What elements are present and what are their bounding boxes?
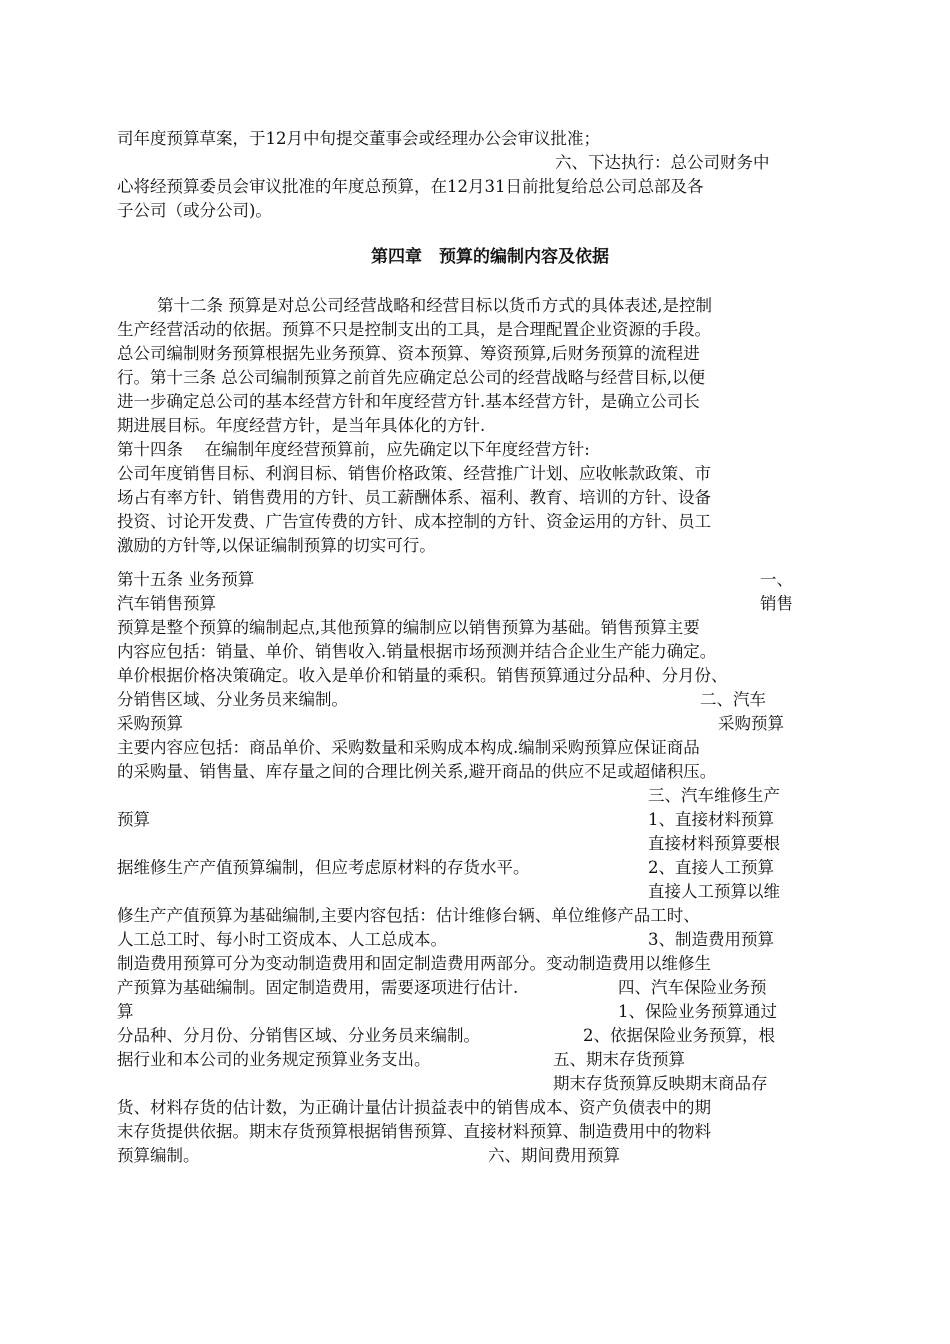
text-line: 心将经预算委员会审议批准的年度总预算，在12月31日前批复给总公司总部及各 — [117, 177, 704, 196]
text-line: 算 — [117, 1002, 134, 1021]
text-line: 司年度预算草案，于12月中旬提交董事会或经理办公会审议批准； — [117, 129, 600, 148]
text-line: 总公司编制财务预算根据先业务预算、资本预算、筹资预算,后财务预算的流程进 — [117, 344, 700, 363]
text-line: 六、期间费用预算 — [488, 1146, 620, 1165]
text-line: 期末存货预算反映期末商品存 — [553, 1074, 768, 1093]
text-line: 货、材料存货的估计数，为正确计量估计损益表中的销售成本、资产负债表中的期 — [117, 1098, 711, 1117]
text-line: 三、汽车维修生产 — [648, 786, 780, 805]
text-line: 修生产产值预算为基础编制,主要内容包括：估计维修台辆、单位维修产品工时、 — [117, 906, 700, 925]
text-line: 采购预算 — [117, 714, 183, 733]
text-line: 末存货提供依据。期末存货预算根据销售预算、直接材料预算、制造费用中的物料 — [117, 1122, 711, 1141]
text-line: 汽车销售预算 — [117, 594, 216, 613]
text-line: 进一步确定总公司的基本经营方针和年度经营方针.基本经营方针，是确立公司长 — [117, 392, 700, 411]
text-line: 1、保险业务预算通过 — [618, 1002, 777, 1021]
text-line: 子公司（或分公司)。 — [117, 201, 272, 220]
text-line: 产预算为基础编制。固定制造费用，需要逐项进行估计. — [117, 978, 519, 997]
text-line: 3、制造费用预算 — [648, 930, 774, 949]
text-line: 预算 — [117, 810, 150, 829]
text-line: 人工总工时、每小时工资成本、人工总成本。 — [117, 930, 447, 949]
text-line: 主要内容应包括：商品单价、采购数量和采购成本构成.编制采购预算应保证商品 — [117, 738, 700, 757]
text-line: 分品种、分月份、分销售区域、分业务员来编制。 — [117, 1026, 480, 1045]
text-line: 制造费用预算可分为变动制造费用和固定制造费用两部分。变动制造费用以维修生 — [117, 954, 711, 973]
text-line: 销售 — [760, 594, 793, 613]
text-line: 单价根据价格决策确定。收入是单价和销量的乘积。销售预算通过分品种、分月份、 — [117, 666, 728, 685]
text-line: 据维修生产产值预算编制，但应考虑原材料的存货水平。 — [117, 858, 530, 877]
text-line: 一、 — [760, 570, 793, 589]
text-line: 第十四条 在编制年度经营预算前，应先确定以下年度经营方针: — [117, 440, 590, 459]
text-line: 内容应包括：销量、单价、销售收入.销量根据市场预测并结合企业生产能力确定。 — [117, 642, 717, 661]
text-line: 的采购量、销售量、库存量之间的合理比例关系,避开商品的供应不足或超储积压。 — [117, 762, 717, 781]
text-line: 预算是整个预算的编制起点,其他预算的编制应以销售预算为基础。销售预算主要 — [117, 618, 700, 637]
text-line: 直接人工预算以维 — [648, 882, 780, 901]
text-line: 2、依据保险业务预算，根 — [583, 1026, 775, 1045]
text-line: 第十五条 业务预算 — [117, 570, 255, 589]
text-line: 二、汽车 — [700, 690, 766, 709]
text-line: 据行业和本公司的业务规定预算业务支出。 — [117, 1050, 431, 1069]
text-line: 行。第十三条 总公司编制预算之前首先应确定总公司的经营战略与经营目标,以便 — [117, 368, 705, 387]
text-line: 场占有率方针、销售费用的方针、员工薪酬体系、福利、教育、培训的方针、设备 — [117, 488, 711, 507]
text-line: 四、汽车保险业务预 — [618, 978, 767, 997]
text-line: 预算编制。 — [117, 1146, 200, 1165]
text-line: 激励的方针等,以保证编制预算的切实可行。 — [117, 536, 436, 555]
text-line: 2、直接人工预算 — [648, 858, 774, 877]
text-line: 五、期末存货预算 — [553, 1050, 685, 1069]
text-line: 投资、讨论开发费、广告宣传费的方针、成本控制的方针、资金运用的方针、员工 — [117, 512, 711, 531]
chapter-heading: 第四章 预算的编制内容及依据 — [371, 247, 609, 267]
text-line: 第十二条 预算是对总公司经营战略和经营目标以货币方式的具体表述,是控制 — [157, 296, 712, 315]
text-line: 期进展目标。年度经营方针，是当年具体化的方针. — [117, 416, 486, 435]
text-line: 采购预算 — [718, 714, 784, 733]
text-line: 1、直接材料预算 — [648, 810, 774, 829]
text-line: 公司年度销售目标、利润目标、销售价格政策、经营推广计划、应收帐款政策、市 — [117, 464, 711, 483]
text-line: 六、下达执行：总公司财务中 — [555, 153, 770, 172]
text-line: 分销售区域、分业务员来编制。 — [117, 690, 348, 709]
text-line: 生产经营活动的依据。预算不只是控制支出的工具，是合理配置企业资源的手段。 — [117, 320, 711, 339]
text-line: 直接材料预算要根 — [648, 834, 780, 853]
